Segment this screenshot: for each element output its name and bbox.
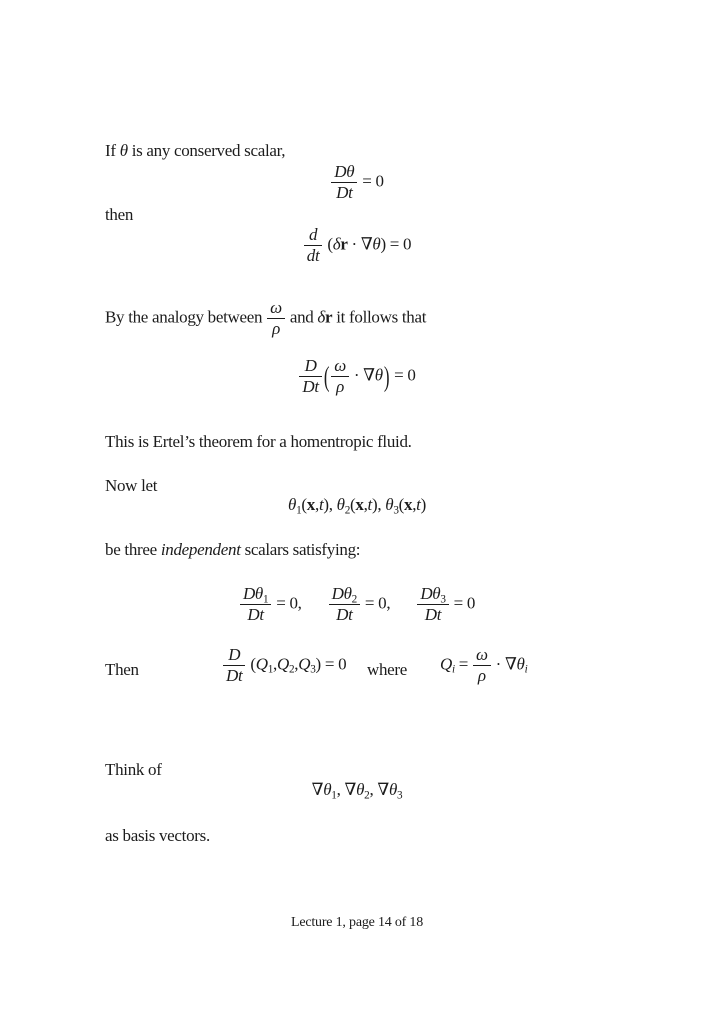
paragraph-now-let: Now let: [105, 476, 158, 495]
paragraph-where: where: [367, 660, 408, 679]
paragraph-if-conserved-scalar: If θ is any conserved scalar,: [105, 141, 286, 160]
equation-q-conservation: $\frac{D}{Dt}$ $(Q_1,Q_2,Q_3) = 0$: [222, 646, 346, 685]
equation-ertel-theorem: $\frac{D}{Dt}$ ( $\frac{\omega}{\rho}$ · ∇θ) = 0: [0, 357, 714, 396]
paragraph-then: then: [105, 205, 134, 224]
paragraph-ertel-statement: This is Ertel’s theorem for a homentropic fluid.: [105, 432, 412, 451]
equation-gradient-basis: $\nabla\theta_1$, $\nabla\theta_2$, $\nabla\theta_3$: [311, 780, 403, 802]
paragraph-analogy: By the analogy between $\frac{\omega}{\rho}$ and δr it follows that: [105, 298, 427, 338]
paragraph-then-capital: Then: [105, 660, 139, 679]
equation-three-conservation-laws: $\frac{D\theta_1}{Dt}$ = 0, $\frac{D\theta_2}{Dt}$ = 0, $\frac{D\theta_3}{Dt}$ = 0: [0, 585, 714, 624]
equation-three-scalars: $\theta_1(x,t)$, $\theta_2(x,t)$, $\theta_3(x,t)$: [288, 495, 426, 517]
paragraph-think-of: Think of: [105, 760, 162, 779]
equation-material-derivative-theta: $\frac{D\theta}{Dt}$ = 0: [0, 163, 714, 202]
paragraph-basis-vectors: as basis vectors.: [105, 826, 210, 845]
paragraph-independent-scalars: be three independent scalars satisfying:: [105, 540, 361, 559]
equation-line-element-advection: $\frac{d}{dt}$ (δr · ∇θ) = 0: [0, 226, 714, 265]
page-footer: Lecture 1, page 14 of 18: [290, 915, 424, 930]
equation-q-definition: Qi = $\frac{\omega}{\rho}$ · ∇θi: [440, 645, 528, 685]
